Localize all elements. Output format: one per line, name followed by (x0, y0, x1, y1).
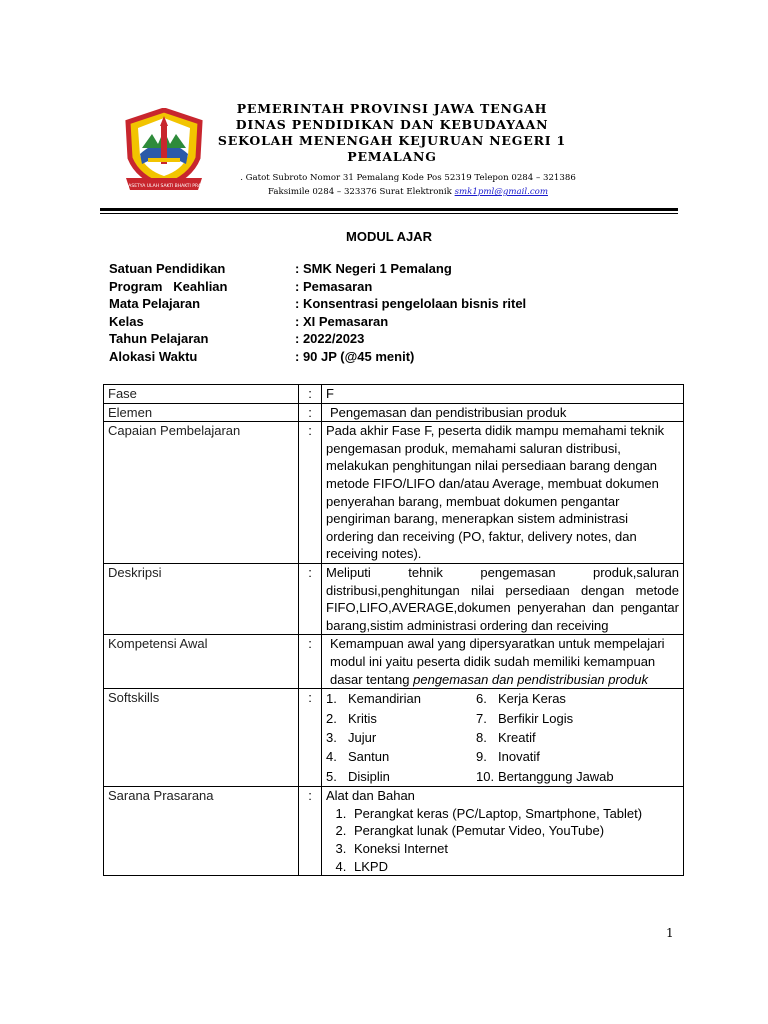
row-value: Pada akhir Fase F, peserta didik mampu memahami teknik pengemasan produk, memahami saluran distribusi, melakukan penghitungan nilai persediaan barang dengan metode FIFO/LIFO dan/atau Average, membuat dokumen penyerahan barang, membuat dokumen pengantar pengiriman barang, menerapkan sistem administrasi ordering dan receiving (PO, faktur, delivery notes, dan receiving notes). (322, 422, 684, 564)
module-table (103, 384, 684, 876)
row-label: Softskills (104, 689, 299, 787)
table-row-kompetensi (104, 635, 684, 689)
info-value: : 90 JP (@45 menit) (295, 348, 415, 364)
page-number: 1 (666, 926, 674, 940)
address-line: . Gatot Subroto Nomor 31 Pemalang Kode Pos 52319 Telepon 0284 – 321386 (240, 173, 576, 183)
letterhead-address (198, 171, 618, 199)
table-row-capaian (104, 422, 684, 564)
table-row-deskripsi (104, 563, 684, 634)
table-row-fase (104, 385, 684, 404)
list-item: 3. Koneksi Internet (350, 840, 679, 858)
row-colon: : (299, 385, 322, 404)
kompetensi-text: Kemampuan awal yang dipersyaratkan untuk mempelajari modul ini yaitu peserta didik sudah memiliki kemampuan dasar tentang (330, 636, 665, 687)
letterhead-thin-rule (100, 213, 678, 214)
info-row (109, 348, 526, 366)
info-label: Satuan Pendidikan (109, 261, 226, 276)
sarana-heading: Alat dan Bahan (326, 788, 415, 804)
list-item: 1. Perangkat keras (PC/Laptop, Smartphone, Tablet) (350, 805, 679, 823)
table-row-softskills (104, 689, 684, 787)
info-row (109, 330, 526, 348)
table-row-sarana (104, 787, 684, 876)
info-label: Tahun Pelajaran (109, 331, 209, 347)
row-value (322, 787, 684, 876)
row-colon: : (299, 635, 322, 689)
info-row (109, 313, 526, 331)
list-item: 6. Kerja Keras (476, 691, 566, 707)
contact-line (198, 185, 618, 199)
letterhead-line: PEMALANG (347, 149, 437, 164)
letterhead (212, 101, 576, 197)
info-row (109, 260, 526, 278)
info-row (109, 295, 526, 313)
row-colon: : (299, 422, 322, 564)
list-item: 4. LKPD (350, 858, 679, 876)
row-value: F (322, 385, 684, 404)
info-value: : XI Pemasaran (295, 313, 389, 329)
row-value (322, 635, 684, 689)
list-item: 7. Berfikir Logis (476, 710, 574, 726)
logo-motto: PRASETYA ULAH SAKTI BHAKTI PRAJA (122, 184, 206, 189)
info-value: : 2022/2023 (295, 331, 365, 347)
row-label: Fase (104, 385, 299, 404)
info-row (109, 278, 526, 296)
row-label: Capaian Pembelajaran (104, 422, 299, 564)
document-title: MODUL AJAR (346, 229, 432, 244)
list-item: 2. Kritis (326, 710, 377, 726)
kompetensi-italic-text: pengemasan dan pendistribusian produk (413, 671, 649, 687)
province-emblem-logo (118, 108, 210, 194)
letterhead-thick-rule (100, 208, 678, 211)
row-colon: : (299, 563, 322, 634)
row-label: Kompetensi Awal (104, 635, 299, 689)
list-item: 4. Santun (326, 749, 390, 765)
list-item: 8. Kreatif (476, 729, 536, 745)
info-label: Mata Pelajaran (109, 296, 201, 312)
info-value: : Pemasaran (295, 278, 373, 294)
tools-list (326, 805, 679, 875)
letterhead-line: SEKOLAH MENENGAH KEJURUAN NEGERI 1 (217, 133, 567, 148)
row-value: Pengemasan dan pendistribusian produk (322, 403, 684, 422)
row-label: Deskripsi (104, 563, 299, 634)
row-label: Elemen (104, 403, 299, 422)
table-row-elemen (104, 403, 684, 422)
info-value: : Konsentrasi pengelolaan bisnis ritel (295, 296, 527, 312)
email-link[interactable]: smk1pml@gmail.com (454, 187, 548, 197)
softskills-list (326, 689, 679, 786)
info-label: Alokasi Waktu (109, 348, 198, 364)
list-item: 3. Jujur (326, 729, 377, 745)
info-label: Program Keahlian (109, 278, 228, 294)
row-colon: : (299, 689, 322, 787)
info-value: : SMK Negeri 1 Pemalang (295, 261, 452, 276)
fax-text: Faksimile 0284 – 323376 Surat Elektronik (268, 187, 452, 197)
list-item: 5. Disiplin (326, 768, 390, 784)
list-item: 9. Inovatif (476, 749, 540, 765)
module-info (109, 260, 526, 366)
list-item: 2. Perangkat lunak (Pemutar Video, YouTube) (350, 822, 679, 840)
row-colon: : (299, 787, 322, 876)
list-item: 10. Bertanggung Jawab (476, 768, 614, 784)
list-item: 1. Kemandirian (326, 691, 421, 707)
letterhead-line: PEMERINTAH PROVINSI JAWA TENGAH (236, 101, 548, 116)
row-value (322, 689, 684, 787)
letterhead-line: DINAS PENDIDIKAN DAN KEBUDAYAAN (235, 117, 549, 132)
row-colon: : (299, 403, 322, 422)
row-label: Sarana Prasarana (104, 787, 299, 876)
row-value: Meliputi tehnik pengemasan produk,saluran distribusi,penghitungan nilai persediaan dengan metode FIFO,LIFO,AVERAGE,dokumen penyerahan dan pengantar barang,sistim administrasi ordering dan receiving (322, 563, 684, 634)
info-label: Kelas (109, 313, 144, 329)
